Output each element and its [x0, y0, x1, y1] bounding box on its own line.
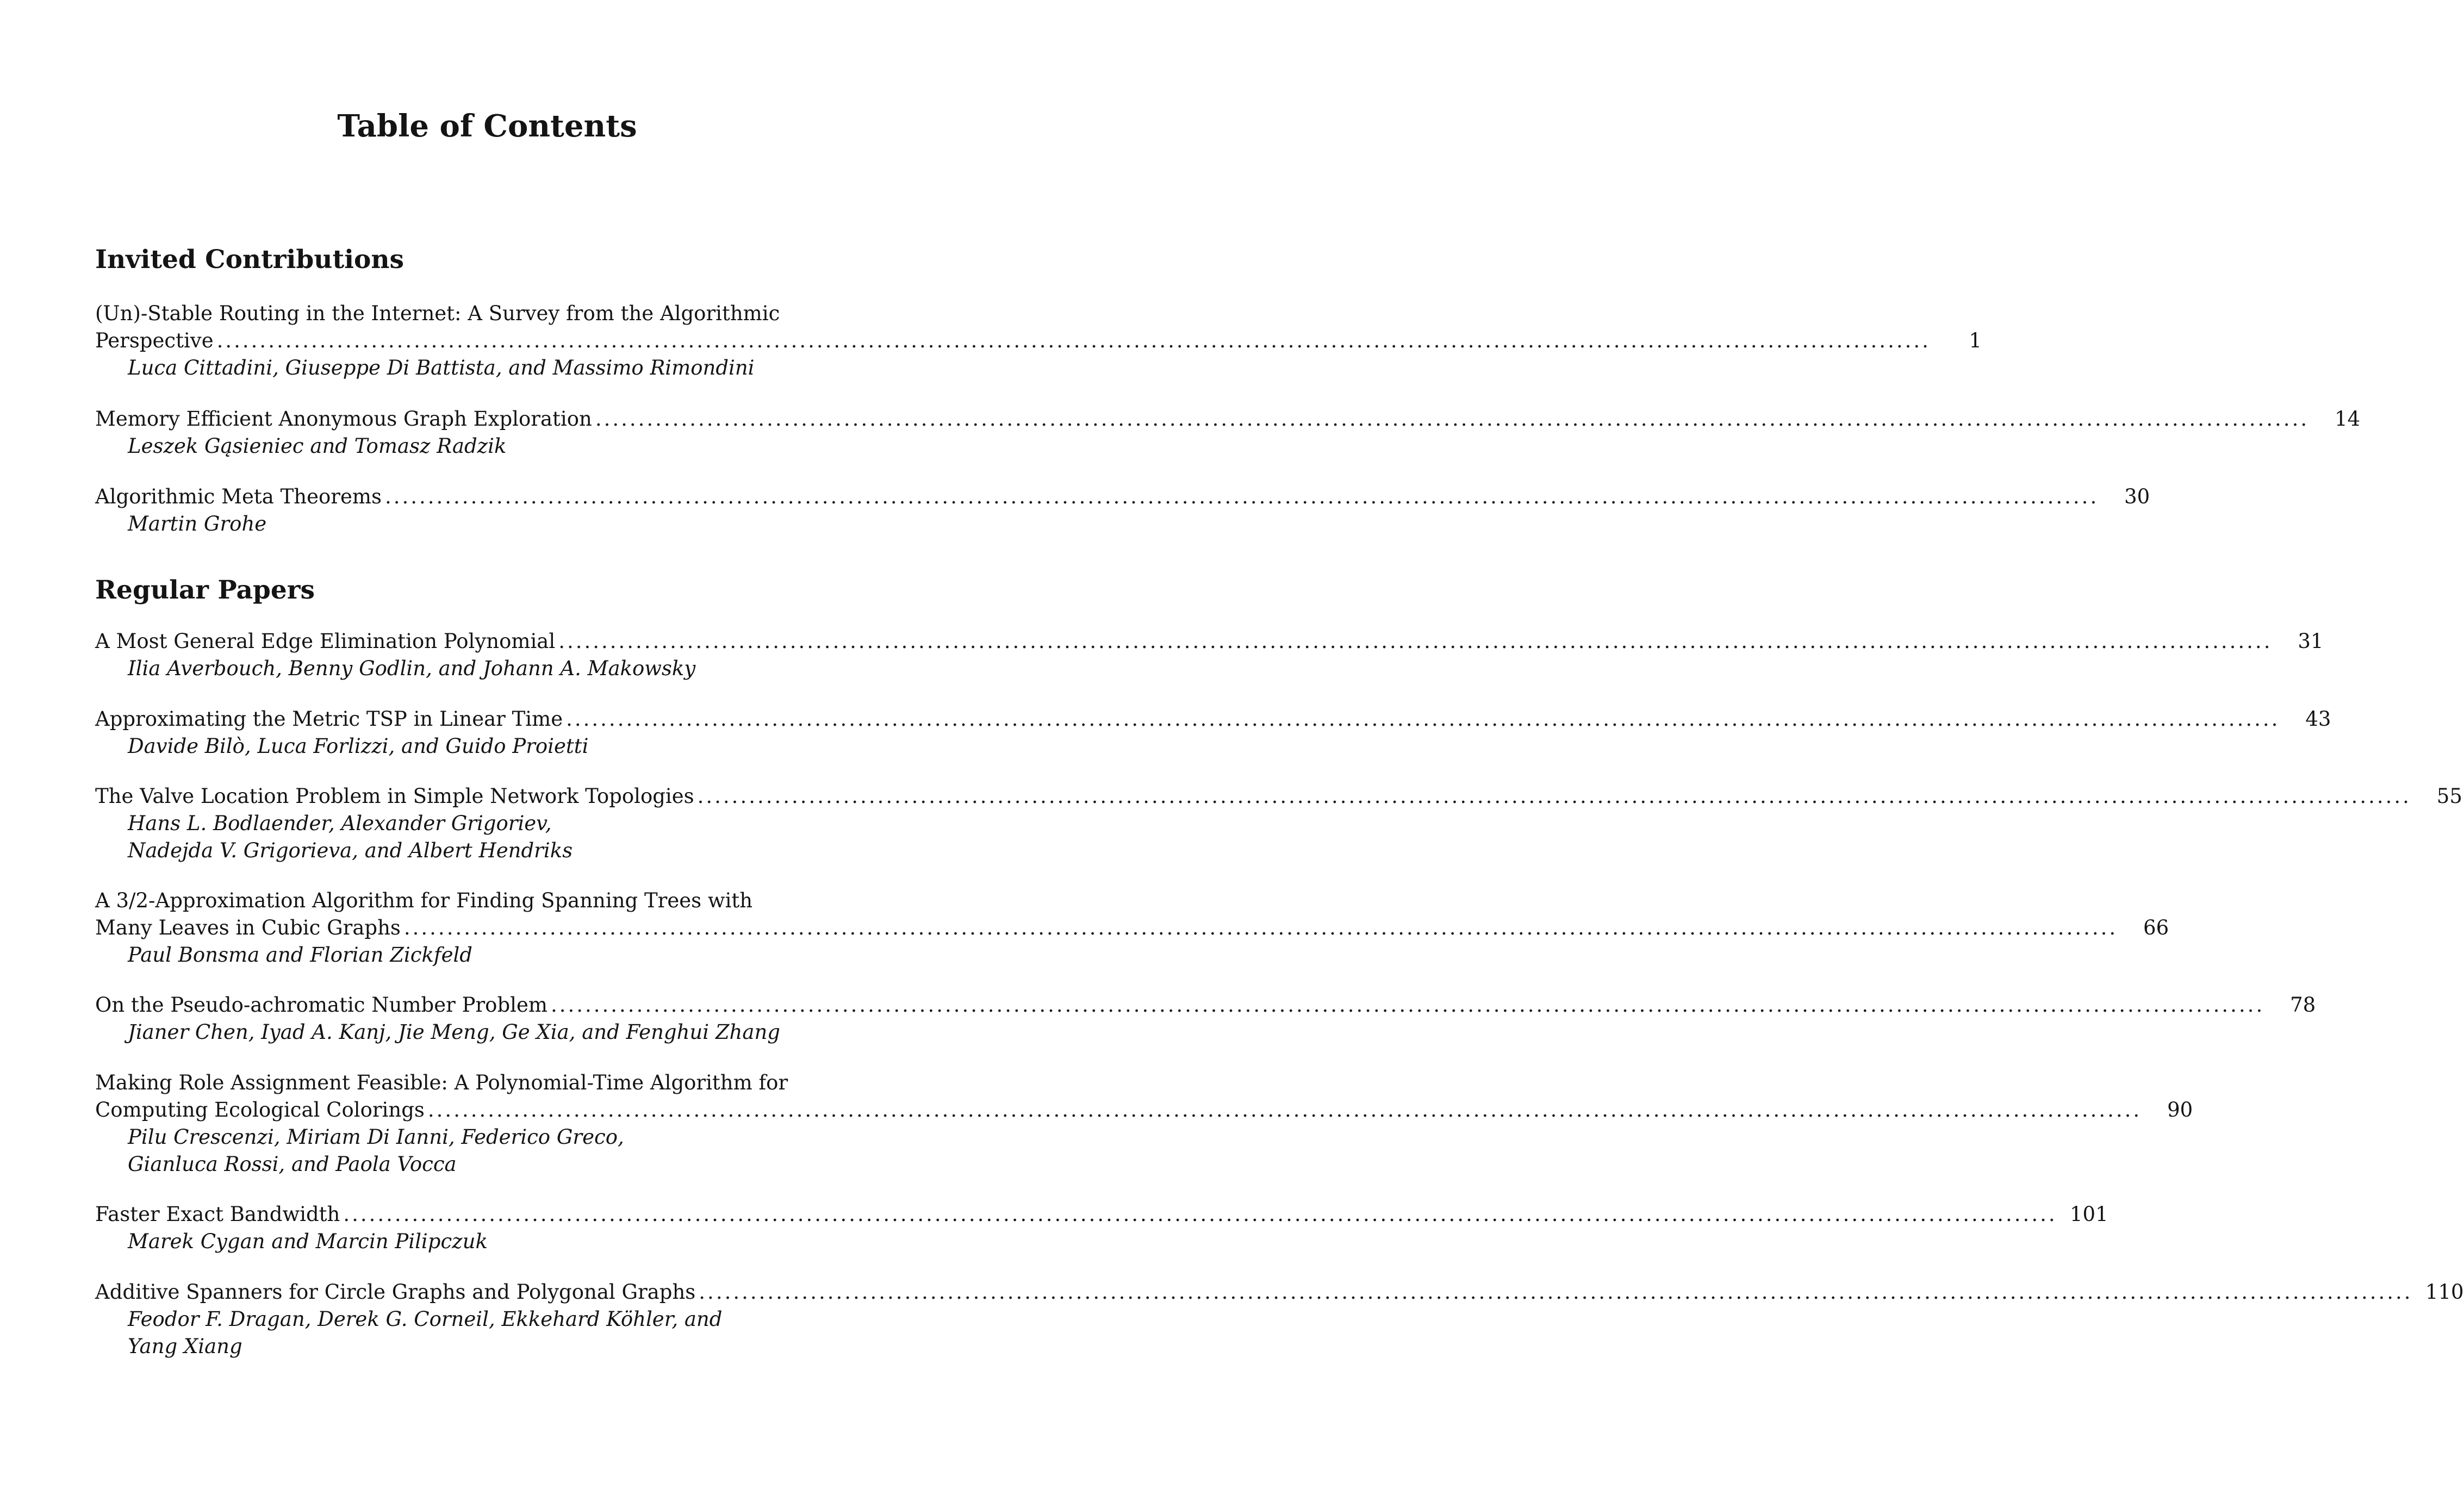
entry-title-text: The Valve Location Problem in Simple Network Topologies [95, 784, 694, 808]
dot-leader: ........................................................................................................................................................................................................ [558, 630, 2273, 653]
dot-leader: ........................................................................................................................................................................................................ [699, 1280, 2413, 1304]
toc-entry[interactable] [95, 1201, 2108, 1255]
entry-title-line [95, 706, 2331, 733]
toc-entry[interactable] [95, 1279, 2464, 1360]
entry-title-line: Making Role Assignment Feasible: A Polynomial-Time Algorithm for [95, 1071, 788, 1094]
entry-title-text: Perspective [95, 329, 214, 352]
entry-title-line [95, 1097, 2193, 1124]
entry-page-number: 78 [2290, 993, 2316, 1017]
toc-entry[interactable] [95, 406, 2361, 460]
entry-page-number: 90 [2167, 1098, 2193, 1122]
toc-entry[interactable] [95, 887, 2169, 969]
section-heading: Invited Contributions [95, 245, 404, 275]
entry-authors: Feodor F. Dragan, Derek G. Corneil, Ekkehard Köhler, and [128, 1307, 723, 1331]
entry-title-line: (Un)-Stable Routing in the Internet: A Survey from the Algorithmic [95, 302, 780, 325]
entry-title-line [95, 914, 2169, 942]
toc-entry[interactable] [95, 706, 2331, 760]
dot-leader: ........................................................................................................................................................................................................ [403, 916, 2118, 939]
entry-authors: Paul Bonsma and Florian Zickfeld [128, 943, 472, 967]
entry-title-line [95, 783, 2462, 810]
entry-title-line [95, 483, 2150, 510]
entry-authors: Hans L. Bodlaender, Alexander Grigoriev, [128, 812, 552, 835]
dot-leader: ........................................................................................................................................................................................................ [595, 407, 2310, 431]
toc-entry[interactable] [95, 483, 2150, 538]
entry-title-text: Additive Spanners for Circle Graphs and Polygonal Graphs [95, 1280, 696, 1304]
entry-page-number: 1 [1969, 329, 1982, 352]
dot-leader: ........................................................................................................................................................................................................ [550, 993, 2265, 1017]
entry-authors: Pilu Crescenzi, Miriam Di Ianni, Federico Greco, [128, 1125, 624, 1149]
toc-entry[interactable] [95, 1069, 2193, 1178]
entry-page-number: 101 [2069, 1203, 2108, 1226]
entry-authors: Martin Grohe [128, 512, 267, 535]
dot-leader: ........................................................................................................................................................................................................ [343, 1203, 2057, 1226]
entry-title-text: Memory Efficient Anonymous Graph Exploration [95, 407, 592, 431]
entry-authors: Gianluca Rossi, and Paola Vocca [128, 1153, 457, 1176]
dot-leader: ........................................................................................................................................................................................................ [427, 1098, 2142, 1122]
entry-authors: Davide Bilò, Luca Forlizzi, and Guido Proietti [128, 734, 589, 758]
dot-leader: ........................................................................................................................................................................................................ [697, 784, 2411, 808]
entry-page-number: 14 [2335, 407, 2361, 431]
entry-title-line: A 3/2-Approximation Algorithm for Finding Spanning Trees with [95, 889, 753, 912]
entry-authors: Luca Cittadini, Giuseppe Di Battista, and Massimo Rimondini [128, 356, 755, 379]
entry-title-line [95, 406, 2361, 433]
entry-page-number: 30 [2124, 485, 2150, 508]
entry-title-line [95, 1201, 2108, 1228]
entry-title-line [95, 628, 2324, 655]
dot-leader: ........................................................................................................................................................................................................ [384, 485, 2099, 508]
entry-authors: Jianer Chen, Iyad A. Kanj, Jie Meng, Ge Xia, and Fenghui Zhang [128, 1020, 780, 1044]
entry-title-text: Faster Exact Bandwidth [95, 1203, 340, 1226]
toc-entry[interactable] [95, 300, 1982, 382]
entry-authors: Nadejda V. Grigorieva, and Albert Hendriks [128, 839, 573, 862]
entry-authors: Marek Cygan and Marcin Pilipczuk [128, 1230, 488, 1253]
entry-title-text: On the Pseudo-achromatic Number Problem [95, 993, 547, 1017]
toc-entry[interactable] [95, 992, 2316, 1046]
dot-leader: ........................................................................................................................................................................................................ [216, 329, 1931, 352]
entry-title-line [95, 327, 1982, 354]
entry-page-number: 55 [2436, 784, 2462, 808]
entry-authors: Ilia Averbouch, Benny Godlin, and Johann A. Makowsky [128, 657, 696, 680]
toc-entry[interactable] [95, 628, 2324, 682]
entry-title-text: Computing Ecological Colorings [95, 1098, 425, 1122]
entry-title-text: Many Leaves in Cubic Graphs [95, 916, 401, 939]
entry-page-number: 110 [2425, 1280, 2464, 1304]
section-heading: Regular Papers [95, 575, 315, 605]
entry-title-text: A Most General Edge Elimination Polynomial [95, 630, 556, 653]
toc-entry[interactable] [95, 783, 2462, 864]
entry-title-line [95, 992, 2316, 1019]
entry-title-line [95, 1279, 2464, 1306]
entry-title-text: Approximating the Metric TSP in Linear Time [95, 707, 563, 731]
entry-page-number: 43 [2305, 707, 2331, 731]
page-title: Table of Contents [337, 108, 637, 144]
entry-authors: Yang Xiang [128, 1335, 242, 1358]
entry-title-text: Algorithmic Meta Theorems [95, 485, 382, 508]
entry-authors: Leszek Gąsieniec and Tomasz Radzik [128, 434, 507, 458]
entry-page-number: 66 [2143, 916, 2169, 939]
entry-page-number: 31 [2298, 630, 2324, 653]
dot-leader: ........................................................................................................................................................................................................ [566, 707, 2280, 731]
